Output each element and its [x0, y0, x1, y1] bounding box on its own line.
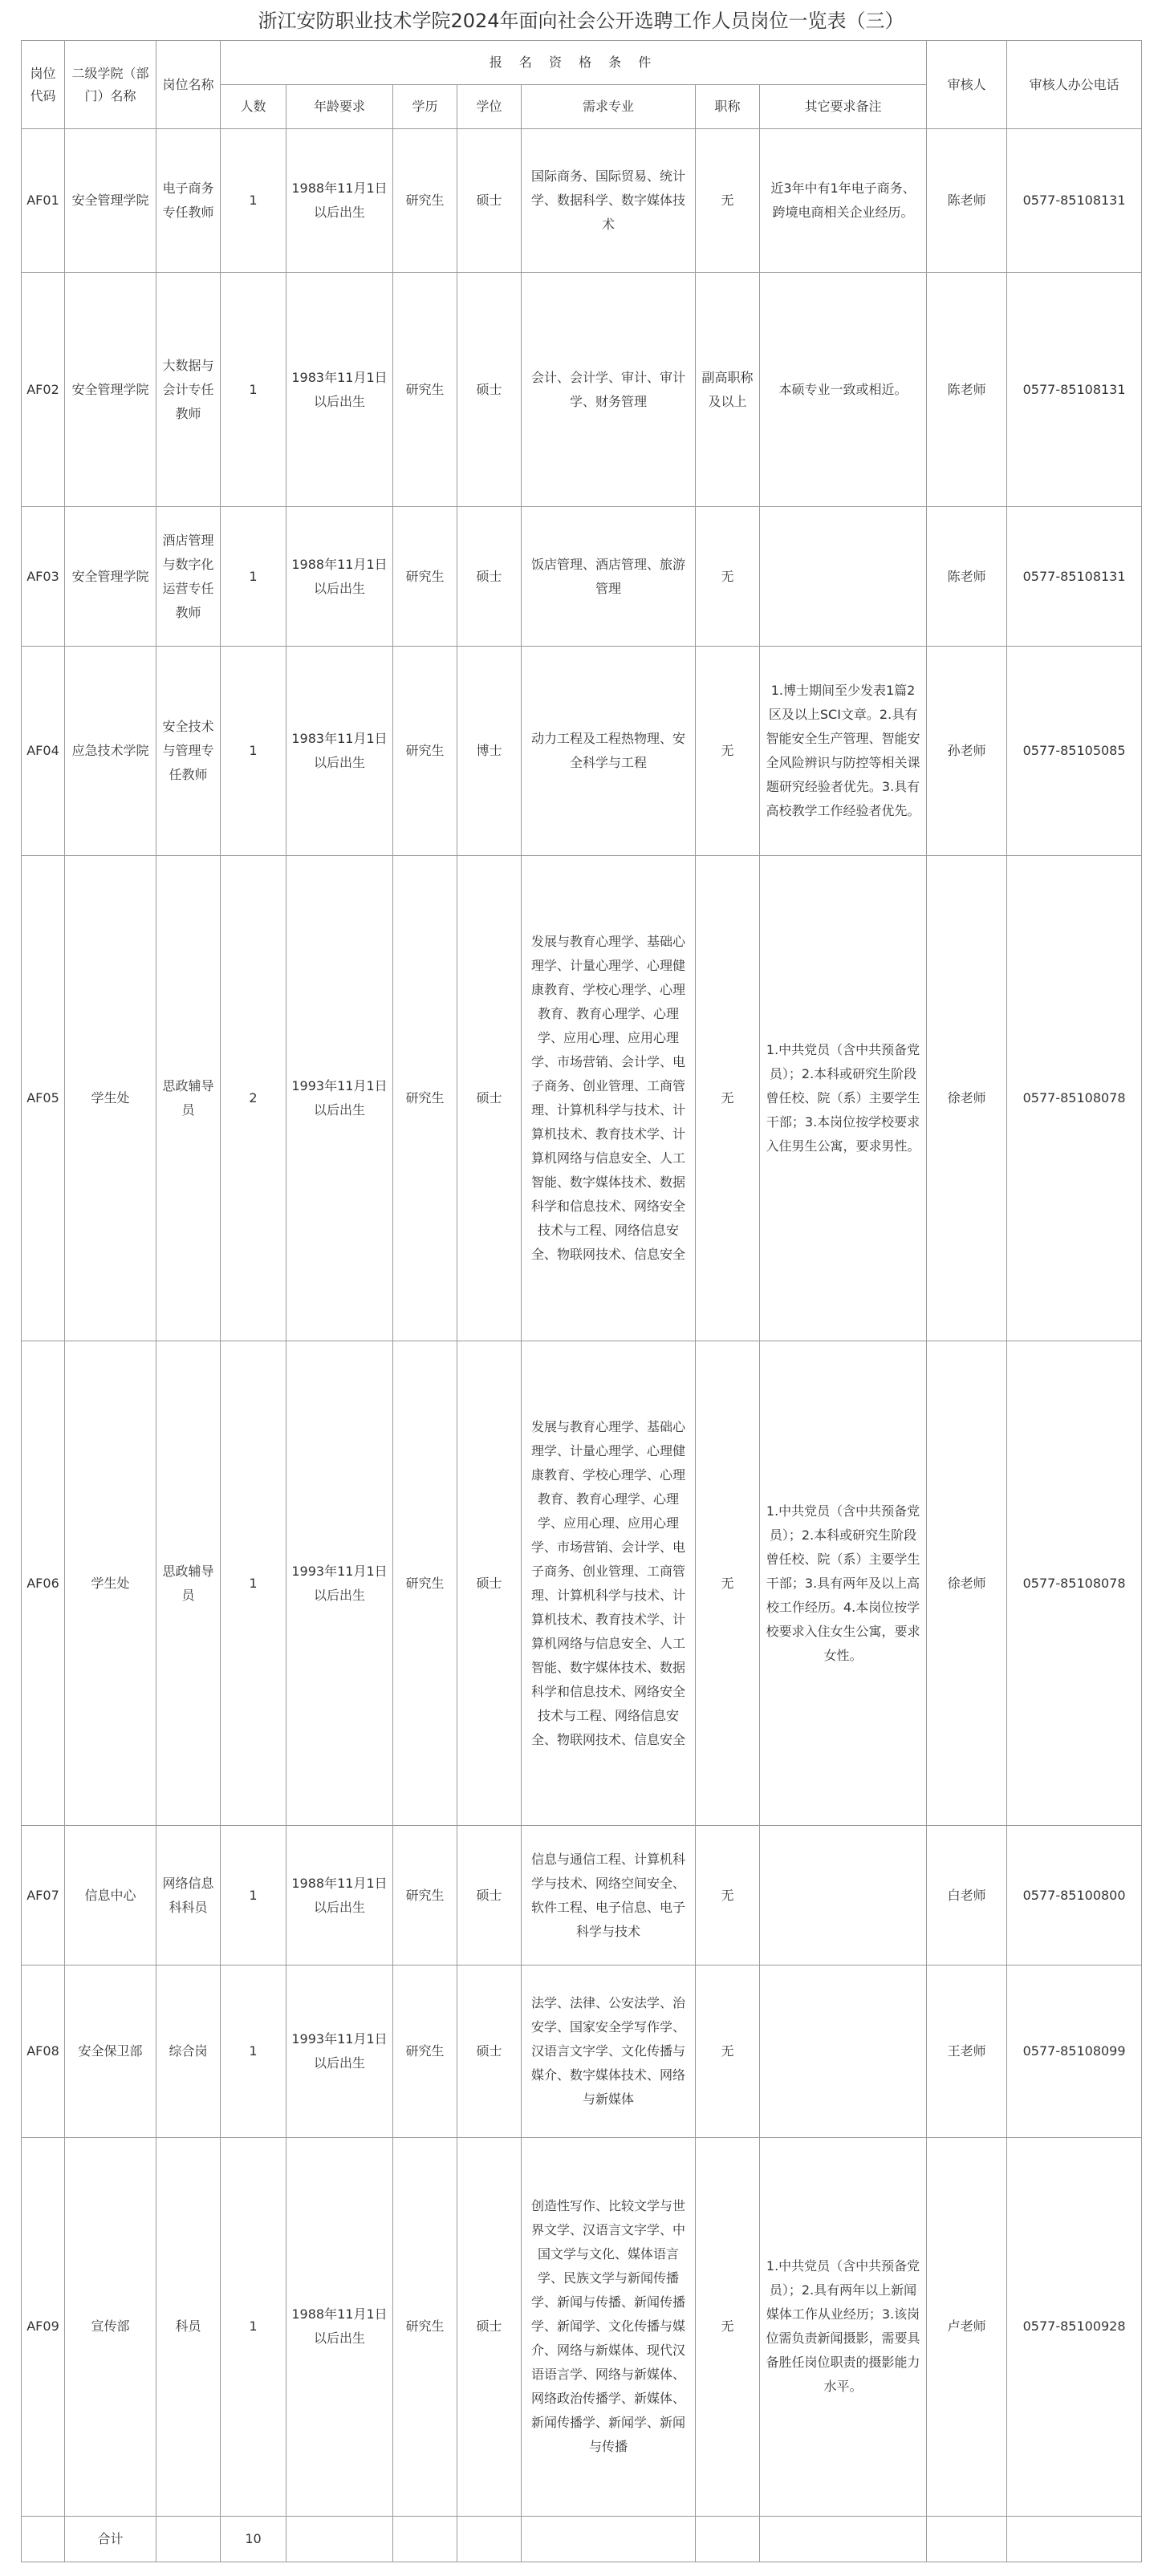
- cell-major: 国际商务、国际贸易、统计学、数据科学、数字媒体技术: [522, 129, 696, 273]
- cell-degree: 硕士: [457, 129, 522, 273]
- cell-other: [760, 507, 927, 647]
- cell-other: 1.中共党员（含中共预备党员）；2.本科或研究生阶段曾任校、院（系）主要学生干部；3.具有两年及以上高校工作经历。4.本岗位按学校要求入住女生公寓，要求女性。: [760, 1341, 927, 1825]
- cell-degree: 硕士: [457, 1965, 522, 2138]
- cell-phone: 0577-85105085: [1007, 647, 1142, 856]
- cell-reviewer: 徐老师: [927, 856, 1007, 1341]
- cell-phone: 0577-85100928: [1007, 2138, 1142, 2516]
- cell-position: 电子商务专任教师: [156, 129, 221, 273]
- cell-count: 1: [221, 1965, 286, 2138]
- cell-title: 无: [696, 1341, 760, 1825]
- cell-title: 无: [696, 507, 760, 647]
- cell-position: 科员: [156, 2138, 221, 2516]
- cell-age: 1988年11月1日以后出生: [286, 507, 393, 647]
- cell-college: 安全保卫部: [65, 1965, 156, 2138]
- table-row: [22, 2138, 1142, 2516]
- cell-age: 1993年11月1日以后出生: [286, 1341, 393, 1825]
- cell-count: 2: [221, 856, 286, 1341]
- cell-education: 研究生: [393, 273, 457, 507]
- cell-reviewer: 徐老师: [927, 1341, 1007, 1825]
- cell-age: 1993年11月1日以后出生: [286, 1965, 393, 2138]
- cell-age: 1983年11月1日以后出生: [286, 273, 393, 507]
- cell-degree: 硕士: [457, 2138, 522, 2516]
- cell-code: AF09: [22, 2138, 65, 2516]
- cell-code: AF04: [22, 647, 65, 856]
- cell-college: 安全管理学院: [65, 273, 156, 507]
- total-empty-cell: [760, 2516, 927, 2562]
- total-empty-cell: [156, 2516, 221, 2562]
- cell-education: 研究生: [393, 856, 457, 1341]
- cell-major: 信息与通信工程、计算机科学与技术、网络空间安全、软件工程、电子信息、电子科学与技术: [522, 1826, 696, 1965]
- cell-position: 思政辅导员: [156, 1341, 221, 1825]
- total-empty-cell: [696, 2516, 760, 2562]
- cell-degree: 博士: [457, 647, 522, 856]
- cell-code: AF06: [22, 1341, 65, 1825]
- table-title: 浙江安防职业技术学院2024年面向社会公开选聘工作人员岗位一览表（三）: [258, 10, 904, 32]
- cell-education: 研究生: [393, 507, 457, 647]
- cell-major: 发展与教育心理学、基础心理学、计量心理学、心理健康教育、学校心理学、心理教育、教育心理学、心理学、应用心理、应用心理学、市场营销、会计学、电子商务、创业管理、工商管理、计算机科学与技术、计算机技术、教育技术学、计算机网络与信息安全、人工智能、数字媒体技术、数据科学和信息技术、网络安全技术与工程、网络信息安全、物联网技术、信息安全: [522, 1341, 696, 1825]
- cell-count: 1: [221, 1826, 286, 1965]
- cell-position: 网络信息科科员: [156, 1826, 221, 1965]
- total-empty-cell: [457, 2516, 522, 2562]
- cell-major: 发展与教育心理学、基础心理学、计量心理学、心理健康教育、学校心理学、心理教育、教育心理学、心理学、应用心理、应用心理学、市场营销、会计学、电子商务、创业管理、工商管理、计算机科学与技术、计算机技术、教育技术学、计算机网络与信息安全、人工智能、数字媒体技术、数据科学和信息技术、网络安全技术与工程、网络信息安全、物联网技术、信息安全: [522, 856, 696, 1341]
- cell-phone: 0577-85108131: [1007, 273, 1142, 507]
- cell-major: 会计、会计学、审计、审计学、财务管理: [522, 273, 696, 507]
- cell-college: 学生处: [65, 856, 156, 1341]
- header-age: 年龄要求: [286, 85, 393, 129]
- total-empty-cell: [522, 2516, 696, 2562]
- table-row: [22, 856, 1142, 1341]
- cell-reviewer: 陈老师: [927, 129, 1007, 273]
- cell-count: 1: [221, 507, 286, 647]
- cell-other: 本硕专业一致或相近。: [760, 273, 927, 507]
- cell-code: AF05: [22, 856, 65, 1341]
- cell-reviewer: 卢老师: [927, 2138, 1007, 2516]
- cell-education: 研究生: [393, 2138, 457, 2516]
- cell-code: AF01: [22, 129, 65, 273]
- total-label: 合计: [65, 2516, 156, 2562]
- cell-phone: 0577-85108099: [1007, 1965, 1142, 2138]
- cell-phone: 0577-85108131: [1007, 129, 1142, 273]
- cell-other: 1.中共党员（含中共预备党员）；2.具有两年以上新闻媒体工作从业经历；3.该岗位需负责新闻摄影，需要具备胜任岗位职责的摄影能力水平。: [760, 2138, 927, 2516]
- header-other: 其它要求备注: [760, 85, 927, 129]
- cell-title: 无: [696, 129, 760, 273]
- cell-other: 近3年中有1年电子商务、跨境电商相关企业经历。: [760, 129, 927, 273]
- cell-count: 1: [221, 647, 286, 856]
- cell-phone: 0577-85108131: [1007, 507, 1142, 647]
- table-row: [22, 1341, 1142, 1825]
- cell-major: 创造性写作、比较文学与世界文学、汉语言文字学、中国文学与文化、媒体语言学、民族文学与新闻传播学、新闻与传播、新闻传播学、新闻学、文化传播与媒介、网络与新媒体、现代汉语语言学、网络与新媒体、网络政治传播学、新媒体、新闻传播学、新闻学、新闻与传播: [522, 2138, 696, 2516]
- table-row: [22, 1965, 1142, 2138]
- header-college: 二级学院（部门）名称: [65, 41, 156, 129]
- cell-college: 应急技术学院: [65, 647, 156, 856]
- table-row: [22, 647, 1142, 856]
- cell-college: 安全管理学院: [65, 129, 156, 273]
- cell-count: 1: [221, 1341, 286, 1825]
- cell-age: 1988年11月1日以后出生: [286, 1826, 393, 1965]
- header-phone: 审核人办公电话: [1007, 41, 1142, 129]
- cell-reviewer: 陈老师: [927, 507, 1007, 647]
- total-empty-cell: [927, 2516, 1007, 2562]
- header-code: 岗位代码: [22, 41, 65, 129]
- header-title: 职称: [696, 85, 760, 129]
- cell-phone: 0577-85108078: [1007, 1341, 1142, 1825]
- cell-age: 1988年11月1日以后出生: [286, 129, 393, 273]
- cell-count: 1: [221, 2138, 286, 2516]
- cell-phone: 0577-85108078: [1007, 856, 1142, 1341]
- cell-education: 研究生: [393, 647, 457, 856]
- cell-education: 研究生: [393, 1965, 457, 2138]
- cell-code: AF03: [22, 507, 65, 647]
- header-row-1: [22, 41, 1142, 85]
- table-row: [22, 1826, 1142, 1965]
- cell-title: 无: [696, 647, 760, 856]
- cell-major: 饭店管理、酒店管理、旅游管理: [522, 507, 696, 647]
- cell-title: 无: [696, 856, 760, 1341]
- cell-degree: 硕士: [457, 273, 522, 507]
- table-row: [22, 507, 1142, 647]
- header-education: 学历: [393, 85, 457, 129]
- cell-code: AF02: [22, 273, 65, 507]
- cell-position: 综合岗: [156, 1965, 221, 2138]
- cell-college: 信息中心: [65, 1826, 156, 1965]
- cell-other: 1.博士期间至少发表1篇2区及以上SCI文章。2.具有智能安全生产管理、智能安全风险辨识与防控等相关课题研究经验者优先。3.具有高校教学工作经验者优先。: [760, 647, 927, 856]
- total-row: [22, 2516, 1142, 2562]
- cell-title: 副高职称及以上: [696, 273, 760, 507]
- total-empty-cell: [393, 2516, 457, 2562]
- cell-other: 1.中共党员（含中共预备党员）；2.本科或研究生阶段曾任校、院（系）主要学生干部；3.本岗位按学校要求入住男生公寓，要求男性。: [760, 856, 927, 1341]
- table-row: [22, 273, 1142, 507]
- header-reviewer: 审核人: [927, 41, 1007, 129]
- cell-other: [760, 1826, 927, 1965]
- cell-reviewer: 孙老师: [927, 647, 1007, 856]
- cell-reviewer: 陈老师: [927, 273, 1007, 507]
- cell-count: 1: [221, 273, 286, 507]
- cell-education: 研究生: [393, 1341, 457, 1825]
- cell-college: 安全管理学院: [65, 507, 156, 647]
- cell-college: 宣传部: [65, 2138, 156, 2516]
- cell-title: 无: [696, 1965, 760, 2138]
- positions-table: [21, 40, 1142, 2562]
- cell-college: 学生处: [65, 1341, 156, 1825]
- cell-position: 安全技术与管理专任教师: [156, 647, 221, 856]
- cell-major: 法学、法律、公安法学、治安学、国家安全学写作学、汉语言文字学、文化传播与媒介、数字媒体技术、网络与新媒体: [522, 1965, 696, 2138]
- cell-count: 1: [221, 129, 286, 273]
- cell-degree: 硕士: [457, 507, 522, 647]
- total-empty-cell: [286, 2516, 393, 2562]
- cell-degree: 硕士: [457, 856, 522, 1341]
- cell-education: 研究生: [393, 1826, 457, 1965]
- cell-other: [760, 1965, 927, 2138]
- cell-age: 1993年11月1日以后出生: [286, 856, 393, 1341]
- cell-code: AF08: [22, 1965, 65, 2138]
- header-major: 需求专业: [522, 85, 696, 129]
- cell-education: 研究生: [393, 129, 457, 273]
- total-count: 10: [221, 2516, 286, 2562]
- cell-age: 1988年11月1日以后出生: [286, 2138, 393, 2516]
- total-empty-cell: [1007, 2516, 1142, 2562]
- cell-reviewer: 王老师: [927, 1965, 1007, 2138]
- cell-code: AF07: [22, 1826, 65, 1965]
- cell-position: 酒店管理与数字化运营专任教师: [156, 507, 221, 647]
- cell-phone: 0577-85100800: [1007, 1826, 1142, 1965]
- cell-major: 动力工程及工程热物理、安全科学与工程: [522, 647, 696, 856]
- cell-position: 大数据与会计专任教师: [156, 273, 221, 507]
- cell-title: 无: [696, 2138, 760, 2516]
- cell-degree: 硕士: [457, 1341, 522, 1825]
- total-empty-cell: [22, 2516, 65, 2562]
- header-degree: 学位: [457, 85, 522, 129]
- cell-reviewer: 白老师: [927, 1826, 1007, 1965]
- header-position: 岗位名称: [156, 41, 221, 129]
- table-row: [22, 129, 1142, 273]
- cell-degree: 硕士: [457, 1826, 522, 1965]
- header-count: 人数: [221, 85, 286, 129]
- cell-age: 1983年11月1日以后出生: [286, 647, 393, 856]
- header-qualification-group: 报 名 资 格 条 件: [221, 41, 927, 85]
- cell-position: 思政辅导员: [156, 856, 221, 1341]
- cell-title: 无: [696, 1826, 760, 1965]
